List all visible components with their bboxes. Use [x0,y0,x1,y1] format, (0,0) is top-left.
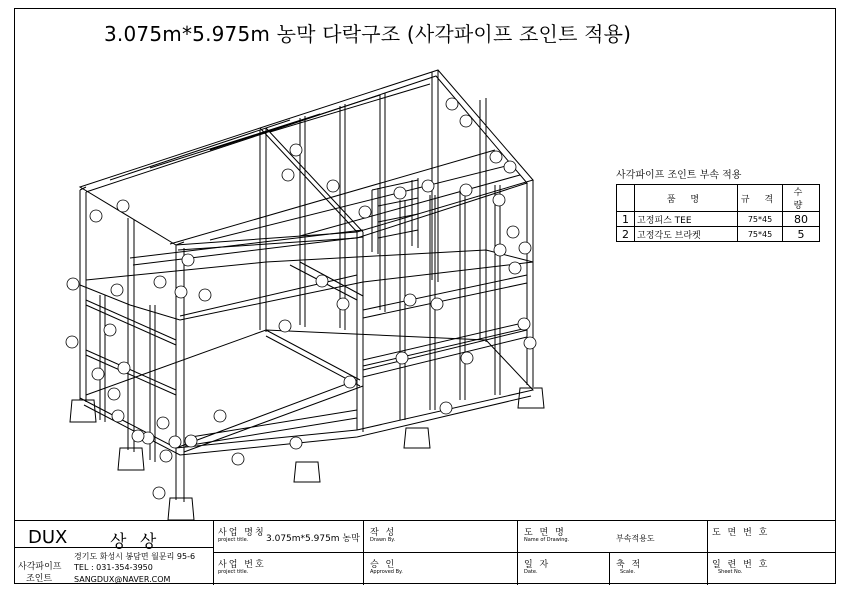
row-spec: 75*45 [738,227,783,242]
callout-circle [490,151,502,163]
callout-circle [290,144,302,156]
project-name-sub: project title. [218,537,249,543]
drawing-no-cell [708,521,836,553]
callout-circle [359,206,371,218]
foundation-block-1 [70,400,96,422]
callout-circle [344,376,356,388]
callout-circle [214,410,226,422]
callout-circle [160,450,172,462]
callout-circle [111,284,123,296]
project-name-label: 사업 명칭 [218,528,266,538]
row-no: 1 [617,212,635,227]
drawing-name-value: 부속적용도 [616,534,655,543]
title-block-divider [14,547,213,548]
callout-circle [518,318,530,330]
parts-table-block [616,166,820,242]
callout-circle [493,194,505,206]
callout-circle [67,278,79,290]
drawing-no-label: 도 면 번 호 [712,528,770,538]
row-qty: 80 [783,212,820,227]
header-qty: 수 량 [783,185,820,212]
callout-circle [199,289,211,301]
callout-circle [519,242,531,254]
callout-circle [185,435,197,447]
project-name-cell [214,521,364,553]
scale-label: 축 적 [616,560,643,570]
callout-circle [232,453,244,465]
post-front-corner [176,242,184,502]
callout-circle [118,362,130,374]
drawing-name-label: 도 면 명 [524,528,566,538]
callout-circle [461,352,473,364]
table-row [617,227,820,242]
post-left-mid [128,218,134,452]
header-spec: 규 격 [738,185,783,212]
sheet-no-sub: Sheet No. [718,569,743,575]
callout-circle [316,275,328,287]
approved-by-sub: Approved By. [370,569,403,575]
post-front-mid [357,230,363,432]
callout-circle [108,388,120,400]
title-block [14,520,836,585]
drawing-name-cell [518,521,708,553]
post-right-back [480,98,486,342]
callout-circle [182,254,194,266]
callout-circle [460,115,472,127]
project-no-label: 사업 번호 [218,560,266,570]
callout-circle [169,436,181,448]
foundation-block-2 [118,448,144,470]
product-line-1: 사각파이프 [18,562,62,572]
drawn-by-sub: Drawn By. [370,537,396,543]
callout-circle [66,336,78,348]
scale-cell [610,553,708,585]
row-spec: 75*45 [738,212,783,227]
drawn-by-cell [364,521,518,553]
project-no-sub: project title. [218,569,249,575]
row-name: 고정각도 브라켓 [635,227,738,242]
foundation-block-3 [168,498,194,520]
header-no [617,185,635,212]
callout-circle [154,276,166,288]
callout-circle [157,417,169,429]
callout-circle [509,262,521,274]
drawn-by-label: 작 성 [370,528,397,538]
foundation-block-4 [294,462,320,482]
callout-circle [446,98,458,110]
date-label: 일 자 [524,560,551,570]
title-block-company [14,521,214,585]
company-name-en: DUX [28,527,68,548]
drawing-name-sub: Name of Drawing. [524,537,570,543]
parts-table-caption: 사각파이프 조인트 부속 적용 [616,170,742,181]
callout-circle [153,487,165,499]
callout-circle [460,184,472,196]
approved-by-label: 승 인 [370,560,397,570]
project-name-value: 3.075m*5.975m 농막 [266,534,360,544]
header-name: 품 명 [635,185,738,212]
post-left-front [80,187,86,402]
row-name: 고정피스 TEE [635,212,738,227]
callout-circle [504,161,516,173]
callout-circle [404,294,416,306]
parts-table-header-row [617,185,820,212]
row-no: 2 [617,227,635,242]
callout-circle [117,200,129,212]
callout-circle [92,368,104,380]
callout-circle [282,169,294,181]
post-right-front [527,180,533,387]
callout-circle [396,352,408,364]
sheet-no-cell [708,553,836,585]
project-no-cell [214,553,364,585]
callout-circle [422,180,434,192]
callout-circle [290,437,302,449]
parts-table [616,184,820,242]
approved-by-cell [364,553,518,585]
company-address: 경기도 화성시 봉담면 월문리 95-6 [74,552,196,561]
company-name-kr: 상 상 [110,532,161,552]
callout-circle [132,430,144,442]
callout-circle [494,244,506,256]
callout-circle [507,226,519,238]
callout-circle [327,180,339,192]
right-wall-rails [363,275,527,366]
post-back-left [260,128,266,332]
callout-circle [279,320,291,332]
callout-circle [394,187,406,199]
row-qty: 5 [783,227,820,242]
sheet-no-label: 일 련 번 호 [712,560,770,570]
drawing-title: 3.075m*5.975m 농막 다락구조 (사각파이프 조인트 적용) [104,22,632,46]
company-email: SANGDUX@NAVER.COM [74,575,171,584]
callout-circle [337,298,349,310]
callout-circle [104,324,116,336]
callout-circle [524,337,536,349]
date-sub: Date. [524,569,538,575]
date-cell [518,553,610,585]
callout-circle [90,210,102,222]
scale-sub: Scale. [620,569,636,575]
callout-circle [112,410,124,422]
foundation-block-5 [404,428,430,448]
table-row [617,212,820,227]
company-tel: TEL : 031-354-3950 [74,563,153,572]
product-line-2: 조인트 [26,574,53,584]
callout-circle [440,402,452,414]
callout-circle [175,286,187,298]
callout-circle [431,298,443,310]
